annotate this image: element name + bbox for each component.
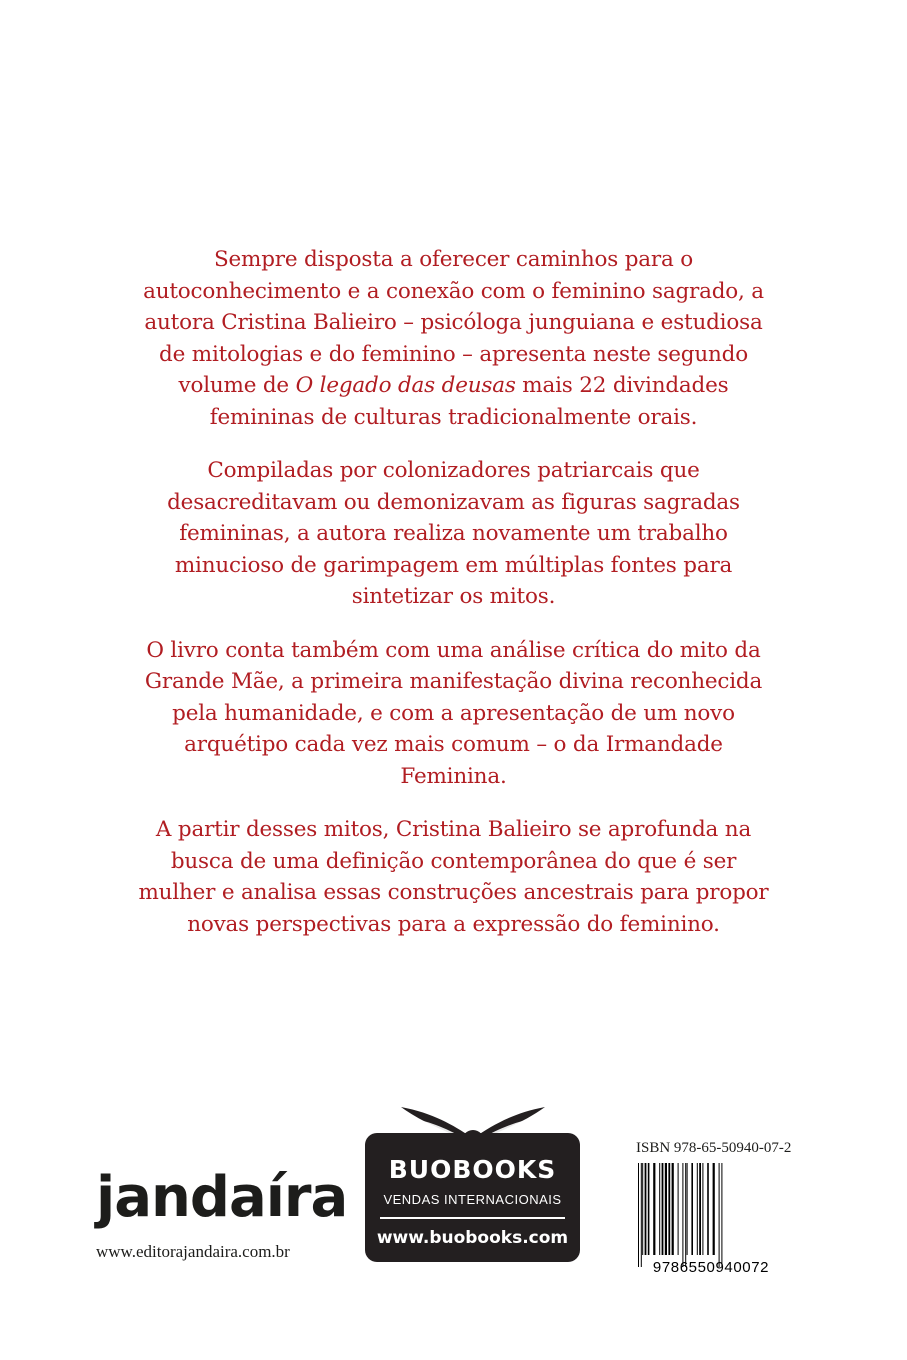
blurb-paragraph-2: Compiladas por colonizadores patriarcais que desacreditavam ou demonizavam as figuras sagradas femininas, a autora realiza novamente um trabalho minucioso de garimpagem em múltiplas fontes para sintetizar os mitos. <box>167 458 740 609</box>
blurb-paragraph-1: Sempre disposta a oferecer caminhos para o autoconhecimento e a conexão com o feminino sagrado, a autora Cristina Balieiro – psicóloga junguiana e estudiosa de mitologias e do feminino – apresenta neste segundo volume de O legado das deusas mais 22 divindades femininas de culturas tradicionalmente orais. <box>143 247 764 430</box>
isbn-label: ISBN 978-65-50940-07-2 <box>636 1140 792 1156</box>
blurb-paragraph-3: O livro conta também com uma análise crítica do mito da Grande Mãe, a primeira manifestação divina reconhecida pela humanidade, e com a apresentação de um novo arquétipo cada vez mais comum – o da Irmandade Feminina. <box>144 637 763 789</box>
distributor-badge <box>365 1095 580 1262</box>
barcode-bars <box>636 1163 786 1273</box>
distributor-tagline: VENDAS INTERNACIONAIS <box>383 1192 562 1207</box>
distributor-box <box>365 1133 580 1262</box>
publisher-block <box>96 1165 348 1262</box>
barcode <box>636 1163 786 1276</box>
publisher-url: www.editorajandaira.com.br <box>96 1242 290 1261</box>
distributor-url: www.buobooks.com <box>376 1228 569 1248</box>
publisher-logo: jandaíra <box>96 1165 348 1230</box>
blurb-paragraph-4: A partir desses mitos, Cristina Balieiro se aprofunda na busca de uma definição contemporânea do que é ser mulher e analisa essas construções ancestrais para propor novas perspectivas para a expressão do feminino. <box>138 817 769 937</box>
book-title: O legado das deusas <box>295 373 516 398</box>
isbn-block <box>636 1140 792 1276</box>
back-cover-blurb <box>130 244 777 962</box>
divider <box>380 1217 565 1219</box>
distributor-name: BUOBOOKS <box>388 1155 557 1184</box>
barcode-number: 9786550940072 <box>652 1259 770 1276</box>
